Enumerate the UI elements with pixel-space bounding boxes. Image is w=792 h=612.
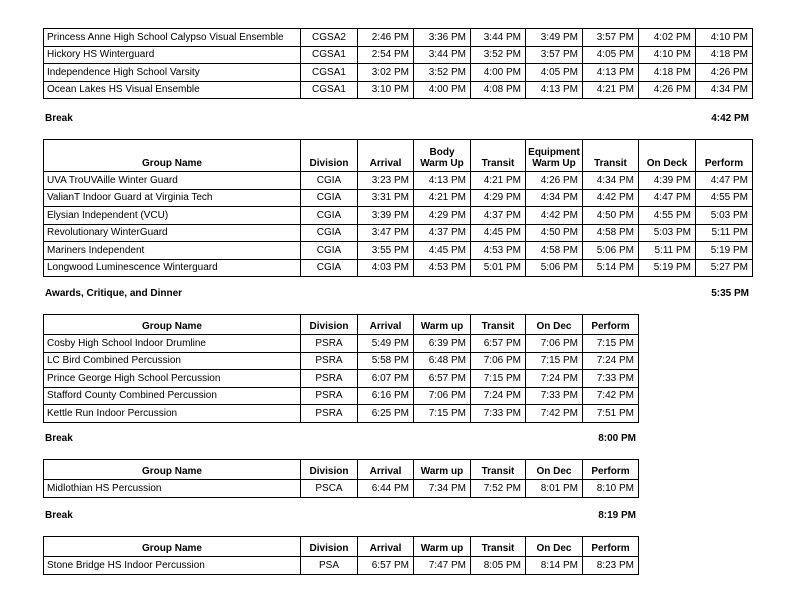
time-cell: 8:10 PM xyxy=(583,480,639,498)
time-cell: 3:31 PM xyxy=(358,189,414,207)
time-cell: 3:44 PM xyxy=(471,29,526,47)
time-cell: 3:52 PM xyxy=(414,64,471,82)
time-cell: 6:57 PM xyxy=(414,370,471,388)
time-cell: 3:57 PM xyxy=(526,46,583,64)
time-cell: 5:06 PM xyxy=(526,259,583,277)
time-cell: 3:23 PM xyxy=(358,172,414,190)
column-header: Arrival xyxy=(358,315,414,335)
time-cell: 5:14 PM xyxy=(583,259,639,277)
time-cell: 4:05 PM xyxy=(526,64,583,82)
column-header: Equipment Warm Up xyxy=(526,140,583,172)
division-cell: PSCA xyxy=(301,480,358,498)
group-name-cell: Independence High School Varsity xyxy=(44,64,301,82)
group-name-cell: LC Bird Combined Percussion xyxy=(44,352,301,370)
time-cell: 4:26 PM xyxy=(696,64,753,82)
time-cell: 7:15 PM xyxy=(414,405,471,423)
break-label: Break xyxy=(45,510,73,521)
table-body xyxy=(44,557,639,575)
time-cell: 4:47 PM xyxy=(639,189,696,207)
group-name-cell: Stone Bridge HS Indoor Percussion xyxy=(44,557,301,575)
table-row xyxy=(44,259,753,277)
group-name-cell: ValianT Indoor Guard at Virginia Tech xyxy=(44,189,301,207)
division-cell: CGIA xyxy=(301,242,358,260)
time-cell: 4:00 PM xyxy=(414,81,471,99)
group-name-cell: Mariners Independent xyxy=(44,242,301,260)
schedule-table-psca xyxy=(43,459,639,498)
table-body xyxy=(44,172,753,277)
column-header: Body Warm Up xyxy=(414,140,471,172)
group-name-cell: Kettle Run Indoor Percussion xyxy=(44,405,301,423)
break-time: 8:00 PM xyxy=(598,433,636,444)
time-cell: 8:23 PM xyxy=(583,557,639,575)
division-cell: PSRA xyxy=(301,335,358,353)
time-cell: 3:02 PM xyxy=(358,64,414,82)
table-row xyxy=(44,405,639,423)
time-cell: 4:05 PM xyxy=(583,46,639,64)
time-cell: 8:05 PM xyxy=(471,557,526,575)
group-name-cell: Stafford County Combined Percussion xyxy=(44,387,301,405)
time-cell: 3:55 PM xyxy=(358,242,414,260)
time-cell: 7:42 PM xyxy=(583,387,639,405)
time-cell: 4:29 PM xyxy=(471,189,526,207)
column-header: Perform xyxy=(583,460,639,480)
time-cell: 5:03 PM xyxy=(639,224,696,242)
column-header: Arrival xyxy=(358,537,414,557)
time-cell: 4:21 PM xyxy=(414,189,471,207)
time-cell: 3:52 PM xyxy=(471,46,526,64)
column-header: Perform xyxy=(583,315,639,335)
group-name-cell: Princess Anne High School Calypso Visual Ensemble xyxy=(44,29,301,47)
group-name-cell: Longwood Luminescence Winterguard xyxy=(44,259,301,277)
time-cell: 7:24 PM xyxy=(583,352,639,370)
column-header: Division xyxy=(301,140,358,172)
group-name-cell: Midlothian HS Percussion xyxy=(44,480,301,498)
time-cell: 4:34 PM xyxy=(526,189,583,207)
time-cell: 4:53 PM xyxy=(471,242,526,260)
table-row xyxy=(44,480,639,498)
column-header: On Dec xyxy=(526,460,583,480)
table-row xyxy=(44,370,639,388)
division-cell: PSRA xyxy=(301,387,358,405)
column-header: Arrival xyxy=(358,460,414,480)
time-cell: 7:06 PM xyxy=(526,335,583,353)
time-cell: 6:48 PM xyxy=(414,352,471,370)
division-cell: CGIA xyxy=(301,172,358,190)
group-name-cell: Elysian Independent (VCU) xyxy=(44,207,301,225)
division-cell: PSRA xyxy=(301,405,358,423)
time-cell: 3:47 PM xyxy=(358,224,414,242)
time-cell: 4:39 PM xyxy=(639,172,696,190)
time-cell: 5:49 PM xyxy=(358,335,414,353)
time-cell: 4:55 PM xyxy=(696,189,753,207)
division-cell: PSRA xyxy=(301,370,358,388)
time-cell: 3:44 PM xyxy=(414,46,471,64)
time-cell: 4:10 PM xyxy=(696,29,753,47)
column-header: Transit xyxy=(471,460,526,480)
table-body xyxy=(44,480,639,498)
column-header: Perform xyxy=(696,140,753,172)
time-cell: 4:02 PM xyxy=(639,29,696,47)
time-cell: 4:42 PM xyxy=(583,189,639,207)
awards-label: Awards, Critique, and Dinner xyxy=(45,288,183,299)
division-cell: PSRA xyxy=(301,352,358,370)
time-cell: 4:53 PM xyxy=(414,259,471,277)
schedule-table-cgia xyxy=(43,139,753,277)
column-header: Division xyxy=(301,315,358,335)
group-name-cell: Revolutionary WinterGuard xyxy=(44,224,301,242)
table-row xyxy=(44,29,753,47)
time-cell: 4:08 PM xyxy=(471,81,526,99)
time-cell: 4:26 PM xyxy=(639,81,696,99)
time-cell: 7:33 PM xyxy=(583,370,639,388)
time-cell: 6:44 PM xyxy=(358,480,414,498)
group-name-cell: Ocean Lakes HS Visual Ensemble xyxy=(44,81,301,99)
time-cell: 4:45 PM xyxy=(471,224,526,242)
header-row xyxy=(44,460,639,480)
time-cell: 4:50 PM xyxy=(526,224,583,242)
time-cell: 4:26 PM xyxy=(526,172,583,190)
time-cell: 5:06 PM xyxy=(583,242,639,260)
table-row xyxy=(44,387,639,405)
table-row xyxy=(44,352,639,370)
schedule-table-psa xyxy=(43,536,639,575)
time-cell: 7:15 PM xyxy=(583,335,639,353)
time-cell: 4:34 PM xyxy=(696,81,753,99)
time-cell: 3:10 PM xyxy=(358,81,414,99)
time-cell: 7:33 PM xyxy=(471,405,526,423)
time-cell: 6:57 PM xyxy=(471,335,526,353)
time-cell: 5:58 PM xyxy=(358,352,414,370)
header-row xyxy=(44,315,639,335)
time-cell: 7:52 PM xyxy=(471,480,526,498)
break-label: Break xyxy=(45,433,73,444)
group-name-cell: Prince George High School Percussion xyxy=(44,370,301,388)
table-header xyxy=(44,537,639,557)
time-cell: 3:39 PM xyxy=(358,207,414,225)
time-cell: 4:00 PM xyxy=(471,64,526,82)
column-header: Division xyxy=(301,537,358,557)
time-cell: 7:24 PM xyxy=(471,387,526,405)
division-cell: CGIA xyxy=(301,224,358,242)
time-cell: 4:13 PM xyxy=(583,64,639,82)
column-header: On Dec xyxy=(526,315,583,335)
time-cell: 3:49 PM xyxy=(526,29,583,47)
time-cell: 6:07 PM xyxy=(358,370,414,388)
division-cell: CGIA xyxy=(301,259,358,277)
time-cell: 4:55 PM xyxy=(639,207,696,225)
table-header xyxy=(44,140,753,172)
time-cell: 4:10 PM xyxy=(639,46,696,64)
group-name-cell: Hickory HS Winterguard xyxy=(44,46,301,64)
break-label: Break xyxy=(45,113,73,124)
column-header: Transit xyxy=(583,140,639,172)
time-cell: 4:37 PM xyxy=(471,207,526,225)
table-row xyxy=(44,81,753,99)
time-cell: 4:58 PM xyxy=(526,242,583,260)
column-header: Transit xyxy=(471,315,526,335)
table-row xyxy=(44,64,753,82)
time-cell: 7:42 PM xyxy=(526,405,583,423)
time-cell: 4:42 PM xyxy=(526,207,583,225)
time-cell: 4:13 PM xyxy=(414,172,471,190)
table-body xyxy=(44,335,639,423)
time-cell: 3:36 PM xyxy=(414,29,471,47)
time-cell: 4:47 PM xyxy=(696,172,753,190)
column-header: Group Name xyxy=(44,460,301,480)
time-cell: 4:37 PM xyxy=(414,224,471,242)
column-header: Group Name xyxy=(44,537,301,557)
break-time: 4:42 PM xyxy=(711,113,749,124)
time-cell: 7:33 PM xyxy=(526,387,583,405)
time-cell: 5:19 PM xyxy=(639,259,696,277)
time-cell: 7:06 PM xyxy=(414,387,471,405)
group-name-cell: Cosby High School Indoor Drumline xyxy=(44,335,301,353)
time-cell: 6:25 PM xyxy=(358,405,414,423)
division-cell: CGSA2 xyxy=(301,29,358,47)
column-header: On Dec xyxy=(526,537,583,557)
time-cell: 7:47 PM xyxy=(414,557,471,575)
time-cell: 4:45 PM xyxy=(414,242,471,260)
time-cell: 4:21 PM xyxy=(471,172,526,190)
time-cell: 4:18 PM xyxy=(639,64,696,82)
time-cell: 4:03 PM xyxy=(358,259,414,277)
column-header: Transit xyxy=(471,140,526,172)
table-row xyxy=(44,172,753,190)
column-header: Division xyxy=(301,460,358,480)
time-cell: 4:34 PM xyxy=(583,172,639,190)
time-cell: 6:16 PM xyxy=(358,387,414,405)
header-row xyxy=(44,140,753,172)
awards-time: 5:35 PM xyxy=(711,288,749,299)
table-row xyxy=(44,224,753,242)
time-cell: 2:46 PM xyxy=(358,29,414,47)
schedule-table-psra xyxy=(43,314,639,423)
column-header: On Deck xyxy=(639,140,696,172)
table-row xyxy=(44,557,639,575)
division-cell: CGSA1 xyxy=(301,64,358,82)
time-cell: 4:13 PM xyxy=(526,81,583,99)
time-cell: 5:19 PM xyxy=(696,242,753,260)
time-cell: 5:11 PM xyxy=(696,224,753,242)
time-cell: 3:57 PM xyxy=(583,29,639,47)
table-body xyxy=(44,29,753,99)
table-header xyxy=(44,315,639,335)
time-cell: 6:57 PM xyxy=(358,557,414,575)
column-header: Transit xyxy=(471,537,526,557)
time-cell: 4:58 PM xyxy=(583,224,639,242)
time-cell: 4:29 PM xyxy=(414,207,471,225)
column-header: Warm up xyxy=(414,537,471,557)
time-cell: 2:54 PM xyxy=(358,46,414,64)
time-cell: 5:01 PM xyxy=(471,259,526,277)
header-row xyxy=(44,537,639,557)
time-cell: 4:50 PM xyxy=(583,207,639,225)
division-cell: CGIA xyxy=(301,189,358,207)
time-cell: 8:01 PM xyxy=(526,480,583,498)
table-header xyxy=(44,460,639,480)
time-cell: 5:27 PM xyxy=(696,259,753,277)
column-header: Arrival xyxy=(358,140,414,172)
time-cell: 7:34 PM xyxy=(414,480,471,498)
division-cell: CGIA xyxy=(301,207,358,225)
break-time: 8:19 PM xyxy=(598,510,636,521)
time-cell: 7:06 PM xyxy=(471,352,526,370)
table-row xyxy=(44,207,753,225)
time-cell: 4:18 PM xyxy=(696,46,753,64)
column-header: Warm up xyxy=(414,460,471,480)
column-header: Warm up xyxy=(414,315,471,335)
time-cell: 5:03 PM xyxy=(696,207,753,225)
group-name-cell: UVA TroUVAille Winter Guard xyxy=(44,172,301,190)
table-row xyxy=(44,242,753,260)
division-cell: CGSA1 xyxy=(301,46,358,64)
table-row xyxy=(44,46,753,64)
time-cell: 7:15 PM xyxy=(526,352,583,370)
division-cell: PSA xyxy=(301,557,358,575)
column-header: Group Name xyxy=(44,140,301,172)
time-cell: 6:39 PM xyxy=(414,335,471,353)
schedule-table-cg-sa xyxy=(43,28,753,99)
time-cell: 7:51 PM xyxy=(583,405,639,423)
time-cell: 8:14 PM xyxy=(526,557,583,575)
division-cell: CGSA1 xyxy=(301,81,358,99)
table-row xyxy=(44,335,639,353)
time-cell: 4:21 PM xyxy=(583,81,639,99)
column-header: Group Name xyxy=(44,315,301,335)
column-header: Perform xyxy=(583,537,639,557)
table-row xyxy=(44,189,753,207)
time-cell: 5:11 PM xyxy=(639,242,696,260)
time-cell: 7:15 PM xyxy=(471,370,526,388)
time-cell: 7:24 PM xyxy=(526,370,583,388)
